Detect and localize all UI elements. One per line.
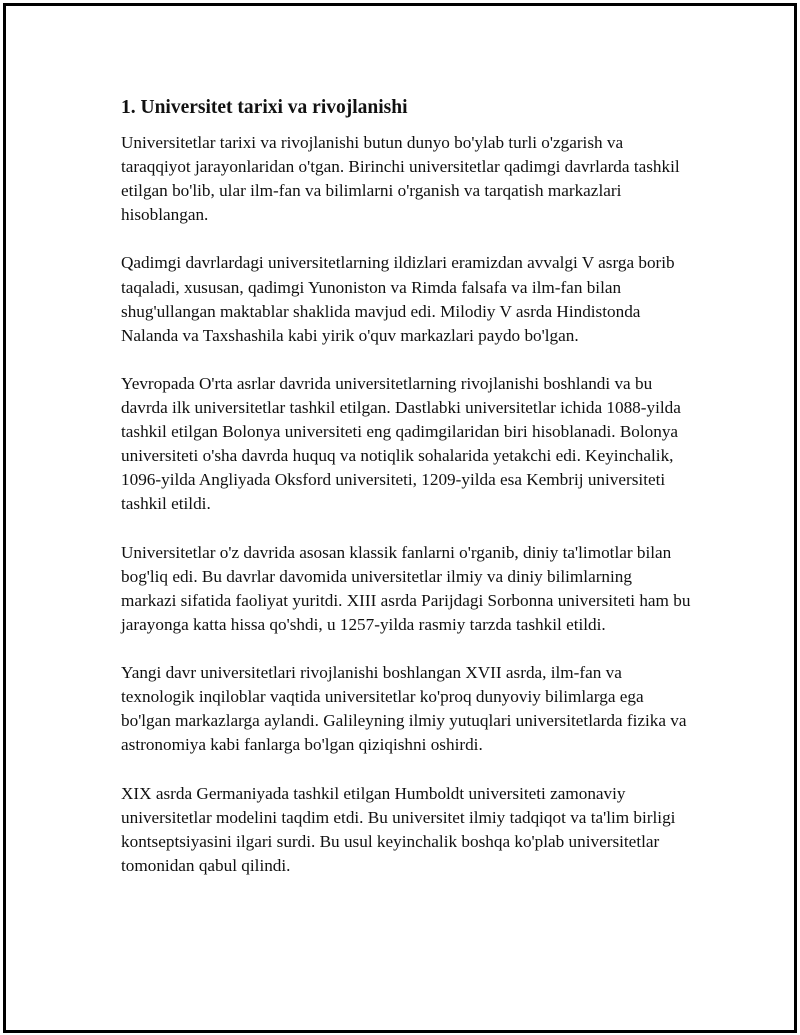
paragraph: XIX asrda Germaniyada tashkil etilgan Humboldt universiteti zamonaviy universitetlar modelini taqdim etdi. Bu universitet ilmiy tadqiqot va ta'lim birligi kontseptsiyasini ilgari surdi. Bu usul keyinchalik boshqa ko'plab universitetlar tomonidan qabul qilindi. xyxy=(121,783,676,875)
paragraph: Yangi davr universitetlari rivojlanishi boshlangan XVII asrda, ilm-fan va texnologik inqiloblar vaqtida universitetlar ko'proq dunyoviy bilimlarga ega bo'lgan markazlarga aylandi. Galileyning ilmiy yutuqlari universitetlarda fizika va astronomiya kabi fanlarga bo'lgan qiziqishni oshirdi. xyxy=(121,663,687,755)
section-heading: 1. Universitet tarixi va rivojlanishi xyxy=(121,97,408,118)
page-frame xyxy=(3,3,797,1033)
paragraph: Universitetlar tarixi va rivojlanishi butun dunyo bo'ylab turli o'zgarish va taraqqiyot jarayonlaridan o'tgan. Birinchi universitetlar qadimgi davrlarda tashkil etilgan bo'lib, ular ilm-fan va bilimlarni o'rganish va tarqatish markazlari hisoblangan. xyxy=(121,133,680,225)
paragraph: Yevropada O'rta asrlar davrida universitetlarning rivojlanishi boshlandi va bu davrda ilk universitetlar tashkil etilgan. Dastlabki universitetlar ichida 1088-yilda tashkil etilgan Bolonya universiteti eng qadimgilaridan biri hisoblanadi. Bolonya universiteti o'sha davrda huquq va notiqlik sohalarida yetakchi edi. Keyinchalik, 1096-yilda Angliyada Oksford universiteti, 1209-yilda esa Kembrij universiteti tashkil etildi. xyxy=(121,373,681,514)
paragraph: Universitetlar o'z davrida asosan klassik fanlarni o'rganib, diniy ta'limotlar bilan bog'liq edi. Bu davrlar davomida universitetlar ilmiy va diniy bilimlarning markazi sifatida faoliyat yuritdi. XIII asrda Parijdagi Sorbonna universiteti ham bu jarayonga katta hissa qo'shdi, u 1257-yilda rasmiy tarzda tashkil etildi. xyxy=(121,542,691,634)
document-content xyxy=(121,96,691,902)
paragraph: Qadimgi davrlardagi universitetlarning ildizlari eramizdan avvalgi V asrga borib taqaladi, xususan, qadimgi Yunoniston va Rimda falsafa va ilm-fan bilan shug'ullangan maktablar shaklida mavjud edi. Milodiy V asrda Hindistonda Nalanda va Taxshashila kabi yirik o'quv markazlari paydo bo'lgan. xyxy=(121,253,675,345)
